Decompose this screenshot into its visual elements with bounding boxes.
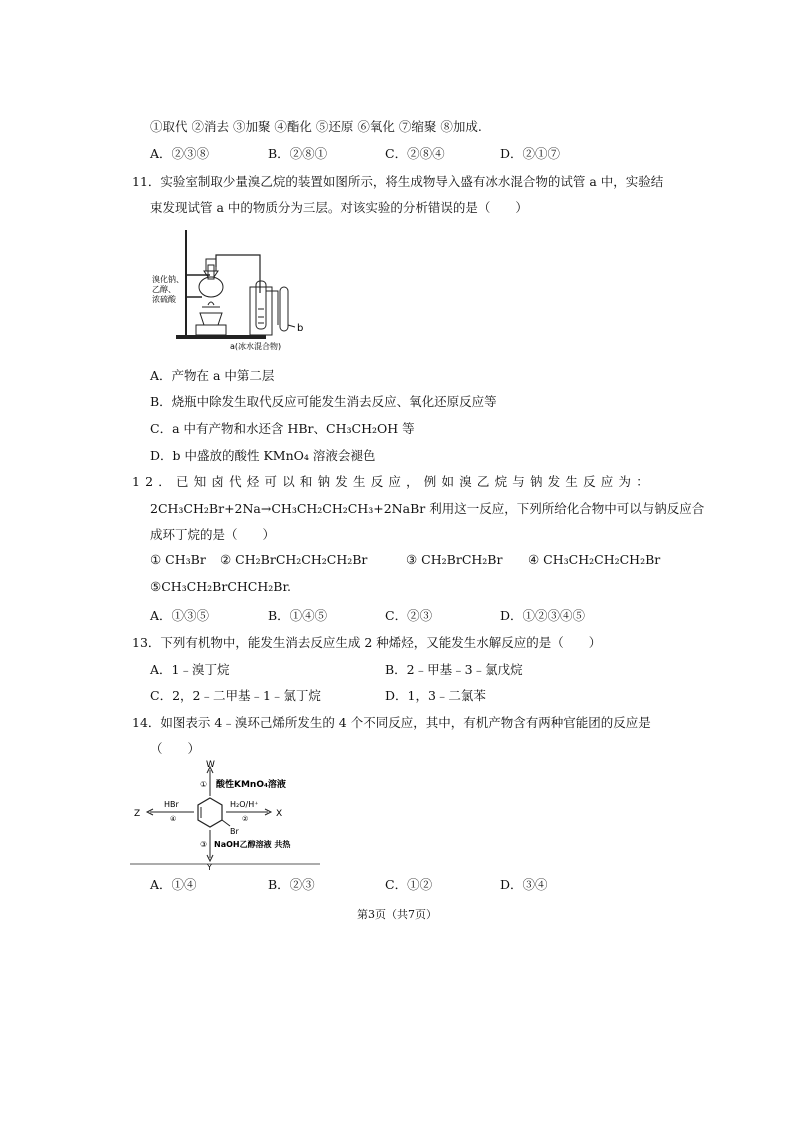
apparatus-label-ethanol: 乙醇、 — [152, 285, 176, 294]
q12-option-b[interactable]: B．①④⑤ — [268, 608, 328, 623]
q14-stem-line2: （ ） — [150, 741, 201, 756]
q11-option-b[interactable]: B．烧瓶中除发生取代反应可能发生消去反应、氧化还原反应等 — [150, 394, 497, 409]
q14-stem-line1: 14．如图表示 4﹣溴环己烯所发生的 4 个不同反应，其中，有机产物含有两种官能团的反应是 — [132, 715, 651, 730]
apparatus-label-b: b — [297, 323, 304, 334]
reaction-2-reagent: H₂O/H⁺ — [230, 800, 259, 809]
reaction-3-number: ③ — [200, 840, 208, 849]
product-y: Y — [207, 863, 212, 870]
page-footer: 第3页（共7页） — [357, 908, 437, 921]
reaction-1-reagent: 酸性KMnO₄溶液 — [216, 780, 286, 790]
product-z: Z — [134, 809, 141, 819]
q10-option-a[interactable]: A．②③⑧ — [150, 146, 210, 161]
q10-option-b[interactable]: B．②⑧① — [268, 146, 328, 161]
product-x: X — [276, 809, 283, 819]
q10-option-c[interactable]: C．②⑧④ — [385, 146, 445, 161]
q14-option-c[interactable]: C．①② — [385, 877, 433, 892]
q12-item-2: ② CH₂BrCH₂CH₂CH₂Br — [220, 552, 368, 567]
bromine-substituent: Br — [230, 827, 239, 836]
q13-option-d[interactable]: D．1，3﹣二氯苯 — [385, 688, 486, 703]
q12-option-d[interactable]: D．①②③④⑤ — [500, 608, 586, 623]
q11-stem-line1: 11．实验室制取少量溴乙烷的装置如图所示，将生成物导入盛有冰水混合物的试管 a 中，实验结 — [132, 174, 664, 189]
q13-option-b[interactable]: B．2﹣甲基﹣3﹣氯戊烷 — [385, 662, 523, 677]
q10-reaction-types: ①取代 ②消去 ③加聚 ④酯化 ⑤还原 ⑥氧化 ⑦缩聚 ⑧加成. — [150, 119, 482, 134]
q13-option-c[interactable]: C．2，2﹣二甲基﹣1﹣氯丁烷 — [150, 688, 321, 703]
q12-stem-line2: 2CH₃CH₂Br+2Na→CH₃CH₂CH₂CH₃+2NaBr 利用这一反应，下列所给化合物中可以与钠反应合 — [150, 501, 705, 516]
product-w: W — [206, 760, 215, 770]
apparatus-label-nabr: 溴化钠、 — [152, 275, 184, 284]
reaction-3-reagent: NaOH乙醇溶液 共热 — [214, 840, 291, 849]
q12-item-1: ① CH₃Br — [150, 552, 206, 567]
reaction-scheme-figure — [130, 760, 325, 870]
q12-stem-line1: 12．已知卤代烃可以和钠发生反应，例如溴乙烷与钠发生反应为： — [132, 474, 654, 489]
q11-stem-line2: 束发现试管 a 中的物质分为三层。对该实验的分析错误的是（ ） — [150, 200, 528, 215]
q11-option-c[interactable]: C．a 中有产物和水还含 HBr、CH₃CH₂OH 等 — [150, 421, 415, 436]
apparatus-label-h2so4: 浓硫酸 — [152, 295, 176, 304]
reaction-1-number: ① — [200, 780, 208, 789]
q14-option-a[interactable]: A．①④ — [150, 877, 197, 892]
q12-item-4: ④ CH₃CH₂CH₂CH₂Br — [528, 552, 661, 567]
q10-option-d[interactable]: D．②①⑦ — [500, 146, 561, 161]
q12-stem-line3: 成环丁烷的是（ ） — [150, 527, 276, 542]
q12-item-3: ③ CH₂BrCH₂Br — [406, 552, 503, 567]
q14-option-b[interactable]: B．②③ — [268, 877, 315, 892]
q12-item-5: ⑤CH₃CH₂BrCHCH₂Br. — [150, 579, 292, 594]
reaction-4-reagent: HBr — [164, 800, 179, 809]
q13-option-a[interactable]: A．1﹣溴丁烷 — [150, 662, 230, 677]
apparatus-label-a: a(冰水混合物) — [230, 342, 282, 351]
q12-option-c[interactable]: C．②③ — [385, 608, 433, 623]
reaction-4-number: ④ — [170, 815, 177, 823]
q11-option-a[interactable]: A．产物在 a 中第二层 — [150, 368, 275, 383]
q12-option-a[interactable]: A．①③⑤ — [150, 608, 210, 623]
apparatus-figure — [150, 225, 310, 355]
q11-option-d[interactable]: D．b 中盛放的酸性 KMnO₄ 溶液会褪色 — [150, 448, 376, 463]
q13-stem: 13．下列有机物中，能发生消去反应生成 2 种烯烃，又能发生水解反应的是（ ） — [132, 635, 602, 650]
reaction-2-number: ② — [242, 815, 249, 823]
q14-option-d[interactable]: D．③④ — [500, 877, 548, 892]
